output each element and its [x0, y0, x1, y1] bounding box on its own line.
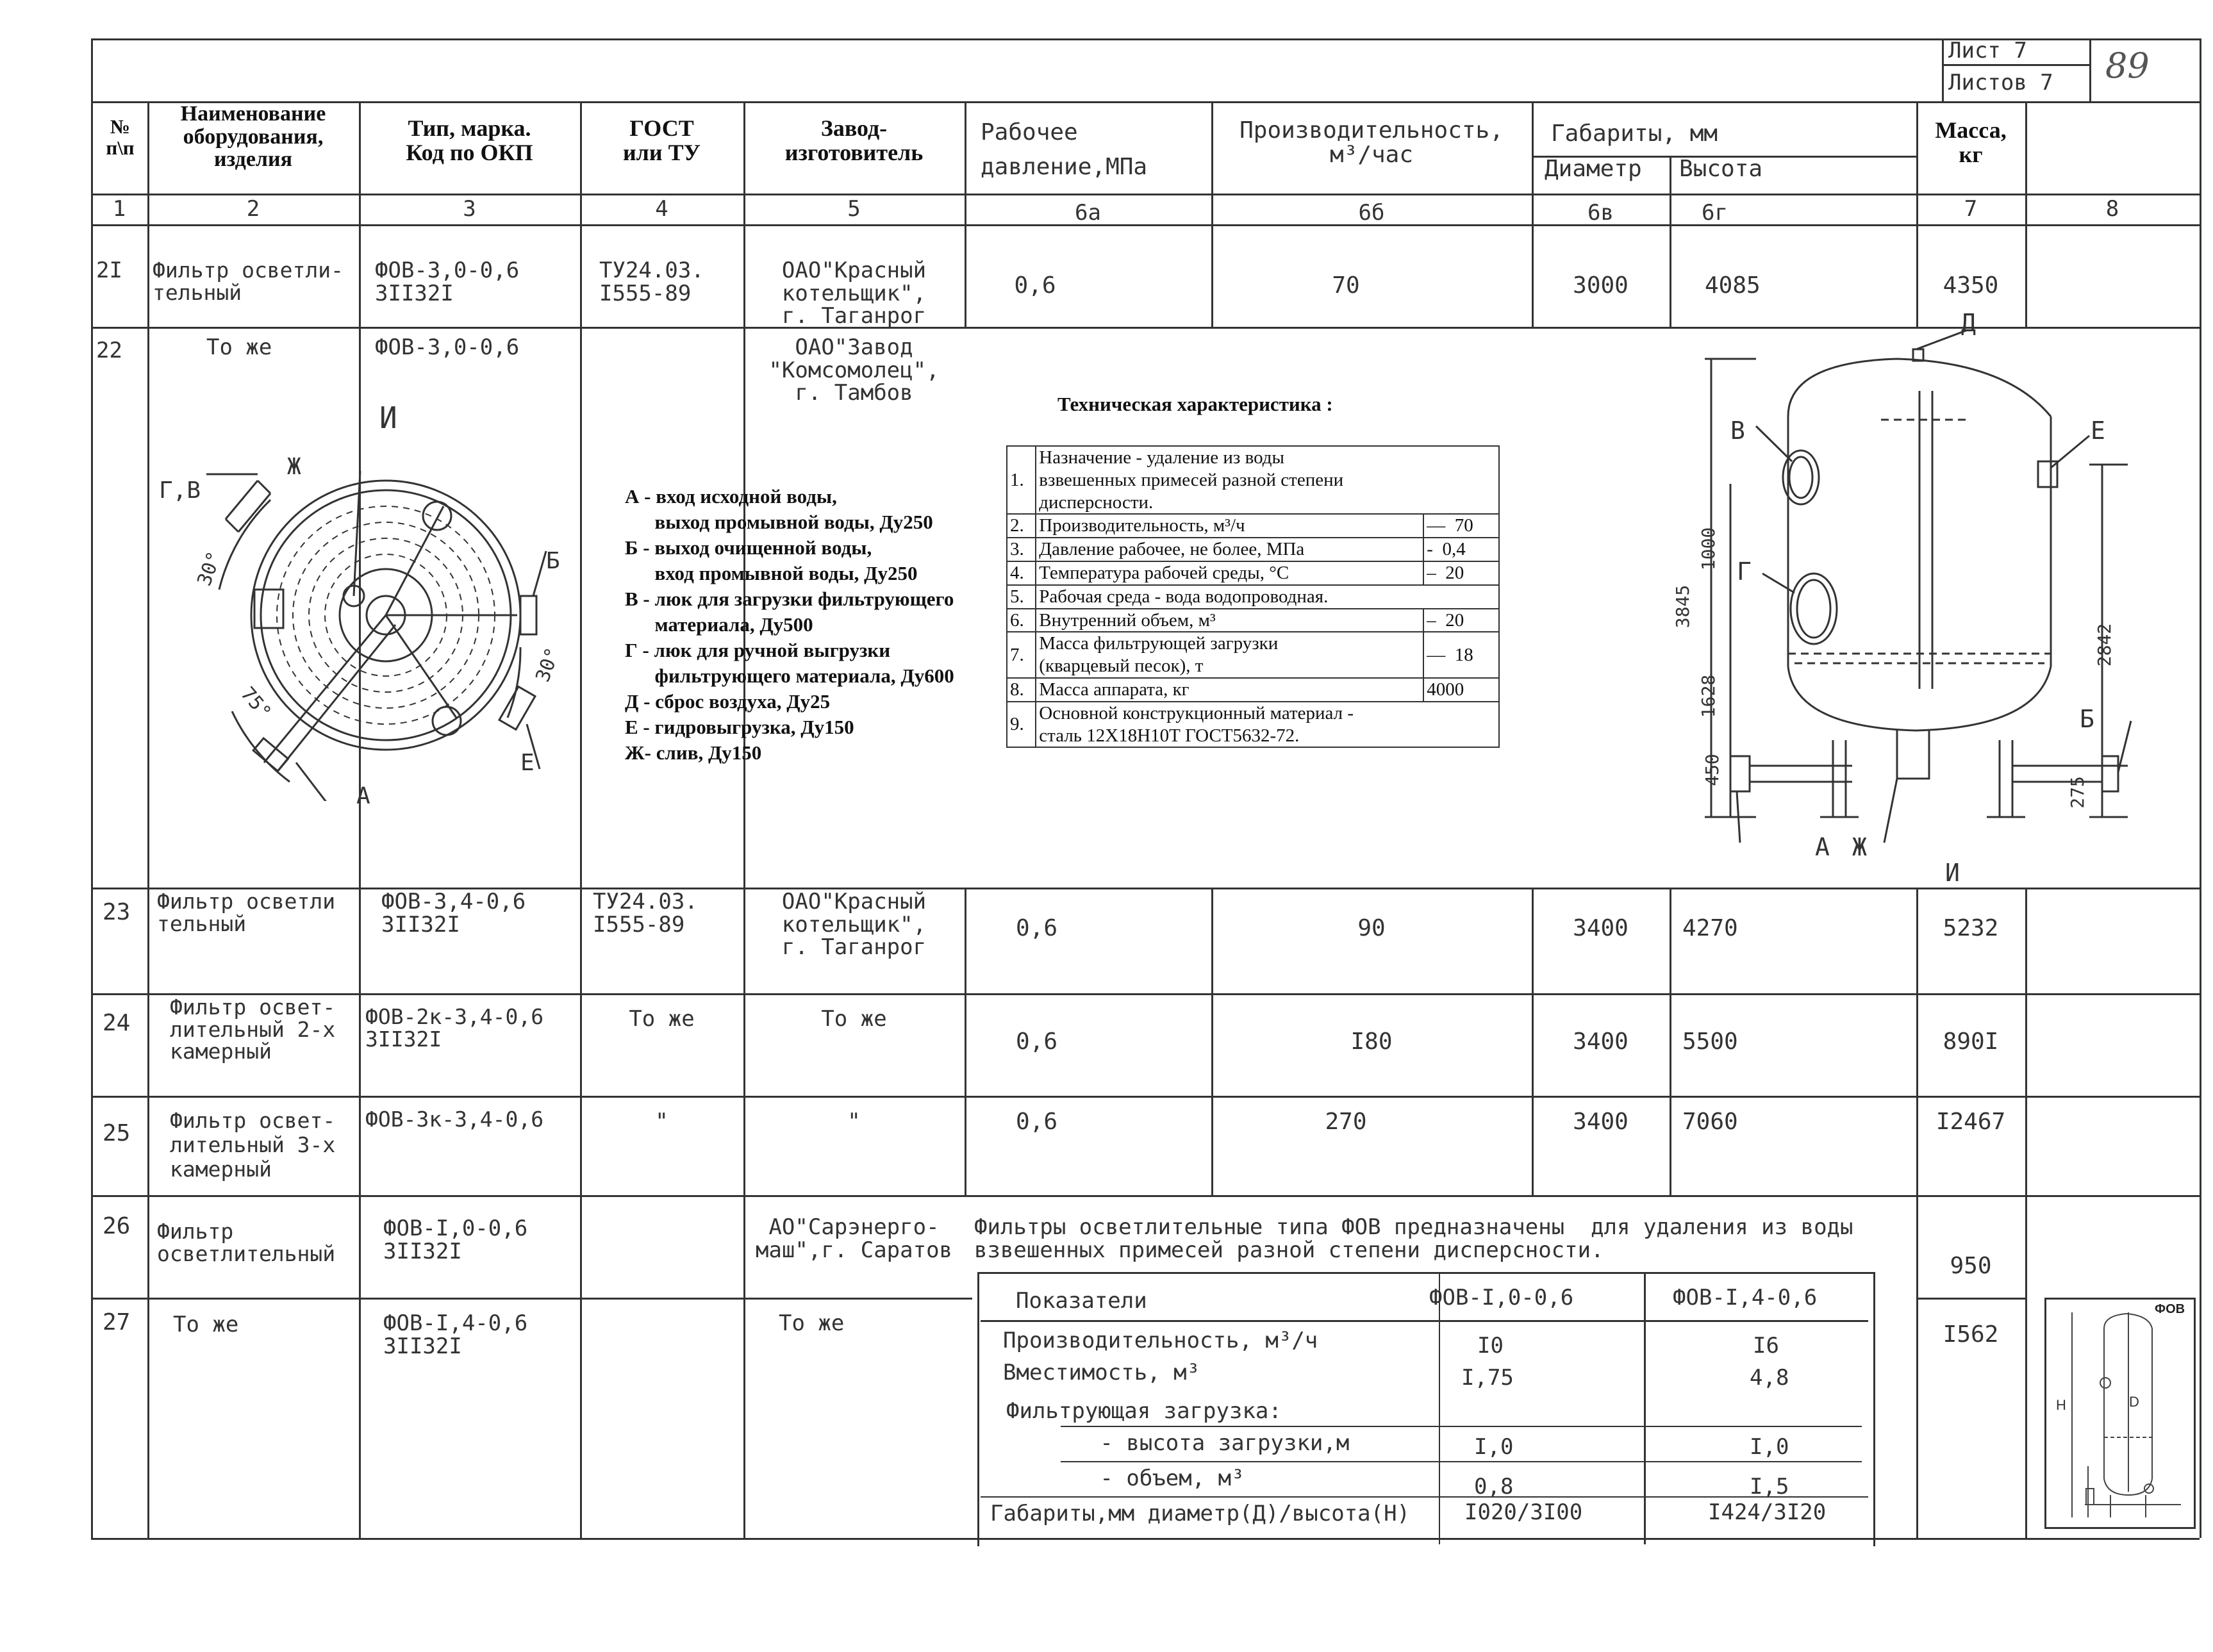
row-type: ФОВ-I,0-0,6 3II32I — [383, 1216, 528, 1264]
fov-value-1: I0 — [1477, 1333, 1504, 1359]
spec-value: — 18 — [1423, 632, 1499, 678]
row-type: ФОВ-3,0-0,6 — [375, 335, 520, 360]
row-diameter: 3400 — [1573, 1028, 1629, 1055]
fov-indicator: - высота загрузки,м — [1061, 1430, 1350, 1456]
legend-line: Ж- слив, Ду150 — [625, 741, 762, 764]
spec-num: 8. — [1007, 678, 1036, 702]
spec-num: 7. — [1007, 632, 1036, 678]
spec-row — [1007, 702, 1499, 748]
handwritten-page-number: 89 — [2105, 45, 2150, 86]
fov-header-indicator: Показатели — [1016, 1288, 1147, 1314]
col-num-6a: 6а — [1075, 200, 1101, 226]
side-label-b: Б — [2080, 705, 2094, 733]
spec-value: - 0,4 — [1423, 538, 1499, 561]
row-mass: 5232 — [1943, 915, 1999, 941]
col-num-8: 8 — [2105, 196, 2119, 222]
row-type: ФОВ-I,4-0,6 3II32I — [383, 1310, 528, 1359]
row-height: 5500 — [1682, 1028, 1738, 1055]
legend-line: Е - гидровыгрузка, Ду150 — [625, 716, 854, 738]
sheet-count: Листов 7 — [1948, 70, 2053, 95]
row-pressure: 0,6 — [1014, 272, 1056, 299]
row-maker: ОАО"Красный котельщик", г. Таганрог — [781, 889, 927, 961]
dim-275: 275 — [2066, 776, 2088, 809]
row-gost: То же — [629, 1006, 695, 1032]
spec-row — [1007, 609, 1499, 632]
legend-line: Б - выход очищенной воды, — [625, 536, 872, 559]
fov-header-model-1: ФОВ-I,0-0,6 — [1429, 1285, 1574, 1310]
row-num: 25 — [103, 1120, 131, 1146]
spec-num: 4. — [1007, 561, 1036, 585]
spec-value: — 70 — [1423, 514, 1499, 538]
fov-indicator: Фильтрующая загрузка: — [1006, 1398, 1282, 1424]
spec-text: Производительность, м³/ч — [1036, 514, 1423, 538]
row-capacity: 90 — [1357, 915, 1386, 941]
row-maker: То же — [821, 1006, 887, 1032]
fov-table-divider — [981, 1320, 1868, 1322]
row-maker: " — [847, 1109, 861, 1134]
spec-num: 6. — [1007, 609, 1036, 632]
angle-label-30-right: 30° — [531, 645, 565, 685]
row-name: Фильтр освет- лительный 2-х камерный — [170, 995, 336, 1064]
col-num-2: 2 — [246, 196, 260, 222]
spec-value: – 20 — [1423, 561, 1499, 585]
header-dimensions: Габариты, мм — [1551, 120, 1718, 147]
spec-num: 1. — [1007, 446, 1036, 514]
fov-header-model-2: ФОВ-I,4-0,6 — [1673, 1285, 1818, 1310]
connection-legend — [625, 484, 954, 766]
row-type: ФОВ-3,4-0,6 3II32I — [381, 889, 526, 938]
spec-text: Внутренний объем, м³ — [1036, 609, 1423, 632]
col-num-6b: 6б — [1358, 200, 1385, 226]
spec-row — [1007, 632, 1499, 678]
legend-line: Г - люк для ручной выгрузки — [625, 639, 891, 661]
row-num: 22 — [96, 338, 122, 363]
row-gost: " — [655, 1109, 668, 1134]
row-name: Фильтр осветли тельный — [157, 889, 336, 936]
fov-indicator: - объем, м³ — [1061, 1466, 1245, 1491]
spec-row — [1007, 585, 1499, 609]
header-pressure: Рабочее давление,МПа — [981, 119, 1148, 180]
side-label-d: Д — [1961, 309, 1976, 337]
fov-value-1: I,0 — [1474, 1434, 1514, 1460]
spec-text: Температура рабочей среды, °С — [1036, 561, 1423, 585]
col-num-1: 1 — [112, 196, 126, 222]
row-name: Фильтр осветлительный — [157, 1219, 336, 1266]
row-pressure: 0,6 — [1016, 1109, 1058, 1135]
row-mass: I2467 — [1935, 1109, 2006, 1135]
spec-table — [1006, 445, 1500, 748]
spec-num: 9. — [1007, 702, 1036, 748]
row-capacity: I80 — [1350, 1028, 1393, 1055]
thumb-h-label: Н — [2056, 1397, 2066, 1413]
fov-row-line — [1061, 1426, 1862, 1427]
row-name: То же — [206, 335, 272, 360]
fov-indicator: Производительность, м³/ч — [1003, 1328, 1318, 1353]
fov-value-1: I,75 — [1461, 1365, 1514, 1391]
col-num-4: 4 — [655, 196, 668, 222]
header-num: № п\п — [106, 115, 135, 159]
fov-thumbnail — [2044, 1298, 2196, 1529]
row-pressure: 0,6 — [1016, 1028, 1058, 1055]
spec-text: Масса аппарата, кг — [1036, 678, 1423, 702]
fov-intro: Фильтры осветлительные типа ФОВ предназначены для удаления из воды взвешенных примесей разной степени дисперсности. — [974, 1214, 1853, 1263]
legend-line: материала, Ду500 — [625, 613, 813, 636]
angle-label-75: 75° — [236, 682, 276, 724]
legend-line: А - вход исходной воды, — [625, 485, 837, 508]
row-capacity: 270 — [1325, 1109, 1367, 1135]
filter-side-view — [1641, 330, 2141, 888]
side-label-g: Г — [1737, 558, 1752, 586]
section-marker-i: И — [379, 401, 397, 435]
spec-text: Давление рабочее, не более, МПа — [1036, 538, 1423, 561]
header-height: Высота — [1679, 156, 1763, 182]
thumb-label: ФОВ — [2155, 1302, 2185, 1316]
fov-value-2: I6 — [1753, 1333, 1779, 1359]
row-mass: 4350 — [1943, 272, 1999, 299]
row-pressure: 0,6 — [1016, 915, 1058, 941]
label-g-v: Г,В — [159, 477, 201, 504]
spec-num: 2. — [1007, 514, 1036, 538]
col-num-6v: 6в — [1587, 200, 1614, 226]
row-diameter: 3400 — [1573, 915, 1629, 941]
side-label-zh: Ж — [1852, 833, 1867, 861]
sheet-number: Лист 7 — [1948, 38, 2027, 63]
label-zh: Ж — [287, 454, 301, 480]
spec-num: 3. — [1007, 538, 1036, 561]
header-capacity: Производительность, м³/час — [1239, 117, 1504, 168]
filter-plan-view — [149, 404, 578, 801]
fov-col-divider — [1644, 1272, 1646, 1544]
header-mass: Масса, кг — [1935, 117, 2007, 167]
legend-line: вход промывной воды, Ду250 — [625, 562, 918, 584]
spec-row — [1007, 446, 1499, 514]
fov-value-1: I020/3I00 — [1464, 1499, 1583, 1525]
dim-1000: 1000 — [1698, 527, 1720, 571]
fov-row-line — [981, 1496, 1868, 1498]
row-type: ФОВ-2к-3,4-0,6 3II32I — [365, 1004, 544, 1052]
spec-value: – 20 — [1423, 609, 1499, 632]
row-type: ФОВ-3,0-0,6 3II32I — [375, 258, 520, 306]
label-a: А — [356, 783, 370, 809]
dim-3845: 3845 — [1672, 584, 1694, 629]
spec-num: 5. — [1007, 585, 1036, 609]
col-num-5: 5 — [847, 196, 861, 222]
row-num: 27 — [103, 1309, 131, 1335]
fov-indicator: Вместимость, м³ — [1003, 1360, 1200, 1385]
row-num: 2I — [96, 258, 122, 283]
row-mass: 950 — [1950, 1253, 1992, 1279]
spec-row — [1007, 514, 1499, 538]
legend-line: В - люк для загрузки фильтрующего — [625, 588, 954, 610]
row-gost: ТУ24.03. I555-89 — [599, 258, 704, 306]
spec-text: Рабочая среда - вода водопроводная. — [1036, 585, 1499, 609]
fov-row-line — [1061, 1461, 1862, 1462]
side-label-i: И — [1945, 859, 1960, 887]
side-label-e: Е — [2091, 417, 2105, 445]
spec-row — [1007, 561, 1499, 585]
row-num: 24 — [103, 1010, 131, 1036]
row-num: 26 — [103, 1213, 131, 1239]
side-label-a: А — [1815, 833, 1830, 861]
legend-line: выход промывной воды, Ду250 — [625, 511, 933, 533]
fov-indicator: Габариты,мм диаметр(Д)/высота(Н) — [990, 1501, 1411, 1526]
angle-label-30-left: 30° — [193, 549, 226, 589]
spec-text: Назначение - удаление из воды взвешенных примесей разной степени дисперсности. — [1036, 446, 1499, 514]
dim-1628: 1628 — [1698, 674, 1720, 718]
row-maker: ОАО"Красный котельщик", г. Таганрог — [781, 258, 927, 329]
spec-text: Основной конструкционный материал - сталь 12Х18Н10Т ГОСТ5632-72. — [1036, 702, 1499, 748]
row-maker: ОАО"Завод "Комсомолец", г. Тамбов — [768, 335, 940, 406]
row-diameter: 3400 — [1573, 1109, 1629, 1135]
spec-row — [1007, 538, 1499, 561]
fov-col-divider — [1439, 1272, 1440, 1544]
row-name: Фильтр осветли- тельный — [153, 258, 344, 305]
spec-value: 4000 — [1423, 678, 1499, 702]
row-maker: То же — [779, 1310, 845, 1336]
row-capacity: 70 — [1332, 272, 1360, 299]
col-num-3: 3 — [463, 196, 476, 222]
fov-value-2: 4,8 — [1750, 1365, 1789, 1391]
legend-line: фильтрующего материала, Ду600 — [625, 665, 954, 687]
col-num-6g: 6г — [1702, 200, 1728, 226]
fov-value-2: I,5 — [1750, 1474, 1789, 1499]
dim-450: 450 — [1701, 754, 1723, 786]
header-diameter: Диаметр — [1545, 156, 1642, 182]
spec-row — [1007, 678, 1499, 702]
row-type: ФОВ-3к-3,4-0,6 — [365, 1107, 544, 1132]
header-name: Наименование оборудования, изделия — [180, 102, 326, 172]
fov-value-2: I,0 — [1750, 1434, 1789, 1460]
row-gost: ТУ24.03. I555-89 — [593, 889, 698, 938]
header-type: Тип, марка. Код по ОКП — [406, 115, 533, 165]
row-num: 23 — [103, 899, 131, 925]
header-gost: ГОСТ или ТУ — [622, 115, 701, 165]
row-height: 7060 — [1682, 1109, 1738, 1135]
row-diameter: 3000 — [1573, 272, 1629, 299]
spec-title: Техническая характеристика : — [1057, 393, 1333, 415]
row-maker: АО"Сарэнерго- маш",г. Саратов — [755, 1214, 953, 1263]
row-height: 4270 — [1682, 915, 1738, 941]
side-label-v: В — [1730, 417, 1745, 445]
row-name: Фильтр освет- лительный 3-х камерный — [170, 1108, 336, 1182]
row-height: 4085 — [1705, 272, 1761, 299]
row-name: То же — [173, 1312, 239, 1337]
col-num-7: 7 — [1964, 196, 1978, 222]
row-mass: 890I — [1943, 1028, 1999, 1055]
header-maker: Завод- изготовитель — [784, 115, 924, 165]
row-mass: I562 — [1943, 1321, 1999, 1348]
thumb-d-label: D — [2129, 1394, 2139, 1410]
dim-2842: 2842 — [2094, 623, 2116, 667]
legend-line: Д - сброс воздуха, Ду25 — [625, 690, 831, 713]
spec-text: Масса фильтрующей загрузки (кварцевый песок), т — [1036, 632, 1423, 678]
fov-value-2: I424/3I20 — [1708, 1499, 1827, 1525]
label-e: Е — [520, 750, 535, 776]
label-b: Б — [546, 548, 560, 574]
fov-value-1: 0,8 — [1474, 1474, 1514, 1499]
